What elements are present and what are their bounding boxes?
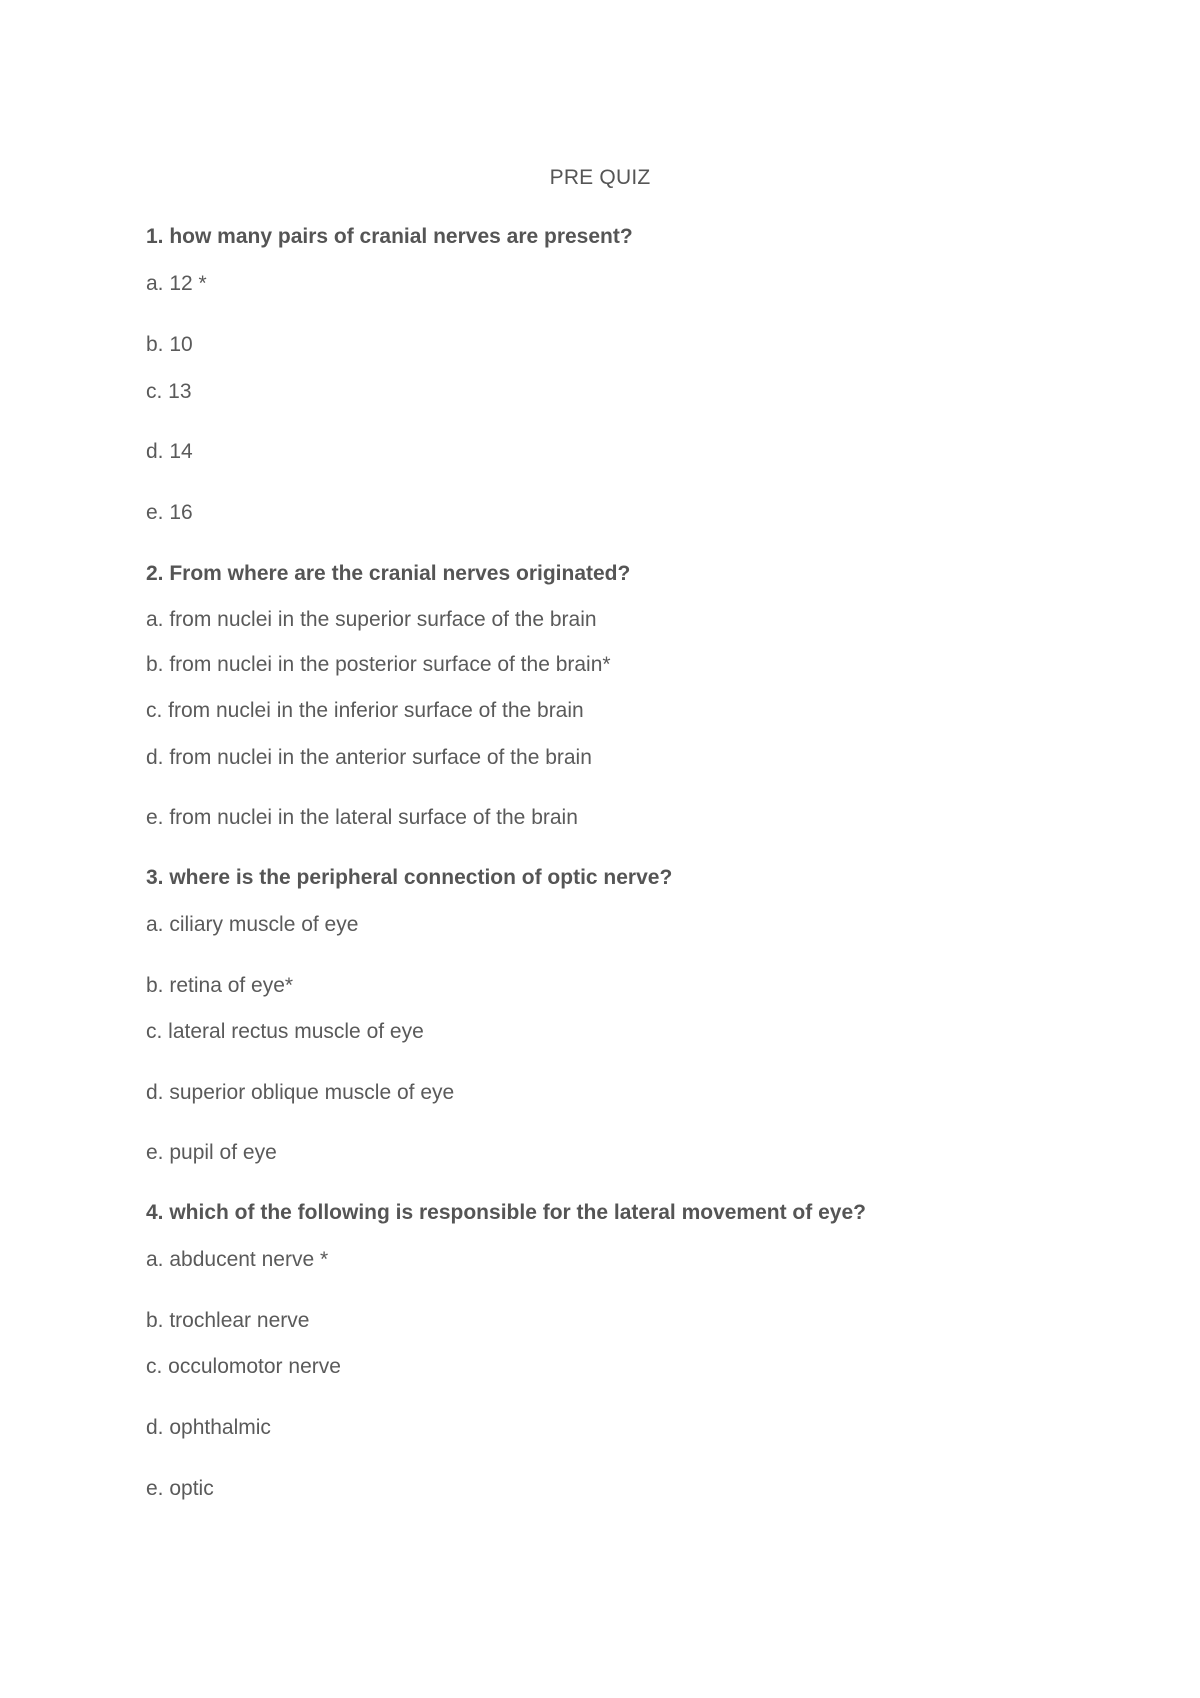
question-2-option-a: a. from nuclei in the superior surface of the brain [146,608,597,631]
page-title: PRE QUIZ [549,166,651,189]
question-3: 3. where is the peripheral connection of optic nerve? [146,866,673,889]
question-4-option-c: c. occulomotor nerve [146,1355,341,1378]
question-1-option-d: d. 14 [146,440,193,463]
question-1-option-b: b. 10 [146,333,193,356]
question-2-option-d: d. from nuclei in the anterior surface of the brain [146,746,592,769]
question-4-option-d: d. ophthalmic [146,1416,271,1439]
question-1-option-c: c. 13 [146,380,192,403]
question-3-option-d: d. superior oblique muscle of eye [146,1081,455,1104]
question-3-option-c: c. lateral rectus muscle of eye [146,1020,424,1043]
question-2-option-c: c. from nuclei in the inferior surface of the brain [146,699,584,722]
question-1: 1. how many pairs of cranial nerves are present? [146,225,633,248]
question-2-option-b: b. from nuclei in the posterior surface of the brain* [146,653,611,676]
question-2: 2. From where are the cranial nerves originated? [146,562,631,585]
question-2-option-e: e. from nuclei in the lateral surface of the brain [146,806,578,829]
question-3-option-a: a. ciliary muscle of eye [146,913,359,936]
question-4-option-a: a. abducent nerve * [146,1248,329,1271]
question-4-option-b: b. trochlear nerve [146,1309,310,1332]
question-3-option-b: b. retina of eye* [146,974,294,997]
question-1-option-e: e. 16 [146,501,193,524]
question-4: 4. which of the following is responsible for the lateral movement of eye? [146,1201,866,1224]
question-1-option-a: a. 12 * [146,272,207,295]
question-3-option-e: e. pupil of eye [146,1141,277,1164]
question-4-option-e: e. optic [146,1477,214,1500]
